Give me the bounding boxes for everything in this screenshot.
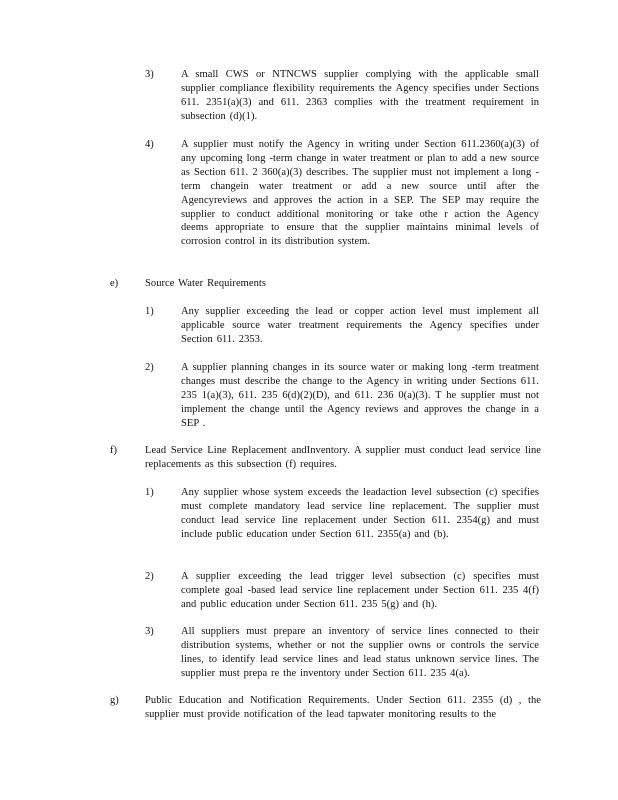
item-text: A supplier must notify the Agency in writing under Section 611.2360(a)(3) of any upcoming long -term change in water treatment or plan to add a new source as Section 611. 2 360(a)(3) describes. The supplier must not implement a long -term changein water treatment or add a new source until after the Agencyreviews and approves the action in a SEP. The SEP may require the supplier to conduct additional monitoring or take othe r action the Agency deems appropriate to ensure that the supplier maintains minimal levels of corrosion control in its distribution system. — [181, 139, 539, 248]
section-marker: f) — [110, 445, 117, 456]
item-text: All suppliers must prepare an inventory of service lines connected to their distribution systems, whether or not the supplier owns or controls the service lines, to identify lead service lines and lead status unknown service lines. The supplier must prepa re the inventory under Section 611. 235 4(a). — [181, 626, 539, 679]
item-text: A supplier exceeding the lead trigger level subsection (c) specifies must complete goal -based lead service line replacement under Section 611. 235 4(f) and public education under Section 611. 235 5(g) and (h). — [181, 571, 539, 610]
section-marker: e) — [110, 278, 119, 289]
section-text: Lead Service Line Replacement andInventory. A supplier must conduct lead service line replacements as this subsection (f) requires. — [145, 445, 541, 470]
item-text: Any supplier whose system exceeds the leadaction level subsection (c) specifies must complete mandatory lead service line replacement. The supplier must conduct lead service line replacement under Section 611. 2354(g) and must include public education under Section 611. 2355(a) and (b). — [181, 487, 539, 540]
item-marker: 1) — [145, 306, 154, 317]
item-marker: 4) — [145, 139, 154, 150]
item-text: A supplier planning changes in its source water or making long -term treatment changes must describe the change to the Agency in writing under Sections 611. 235 1(a)(3), 611. 235 6(d)(2)(D), and 611. 236 0(a)(3). T he supplier must not implement the change until the Agency reviews and approves the change in a SEP . — [181, 362, 539, 429]
item-marker: 2) — [145, 362, 154, 373]
section-text: Public Education and Notification Requirements. Under Section 611. 2355 (d) , the supplier must provide notification of the lead tapwater monitoring results to the — [145, 695, 541, 720]
item-marker: 3) — [145, 626, 154, 637]
item-marker: 1) — [145, 487, 154, 498]
item-marker: 2) — [145, 571, 154, 582]
item-marker: 3) — [145, 69, 154, 80]
item-text: A small CWS or NTNCWS supplier complying with the applicable small supplier compliance flexibility requirements the Agency specifies under Sections 611. 2351(a)(3) and 611. 2363 complies with the treatment requirement in subsection (d)(1). — [181, 69, 539, 122]
item-text: Any supplier exceeding the lead or copper action level must implement all applicable source water treatment requirements the Agency specifies under Section 611. 2353. — [181, 306, 539, 345]
section-title: Source Water Requirements — [145, 278, 266, 289]
section-marker: g) — [110, 695, 119, 706]
